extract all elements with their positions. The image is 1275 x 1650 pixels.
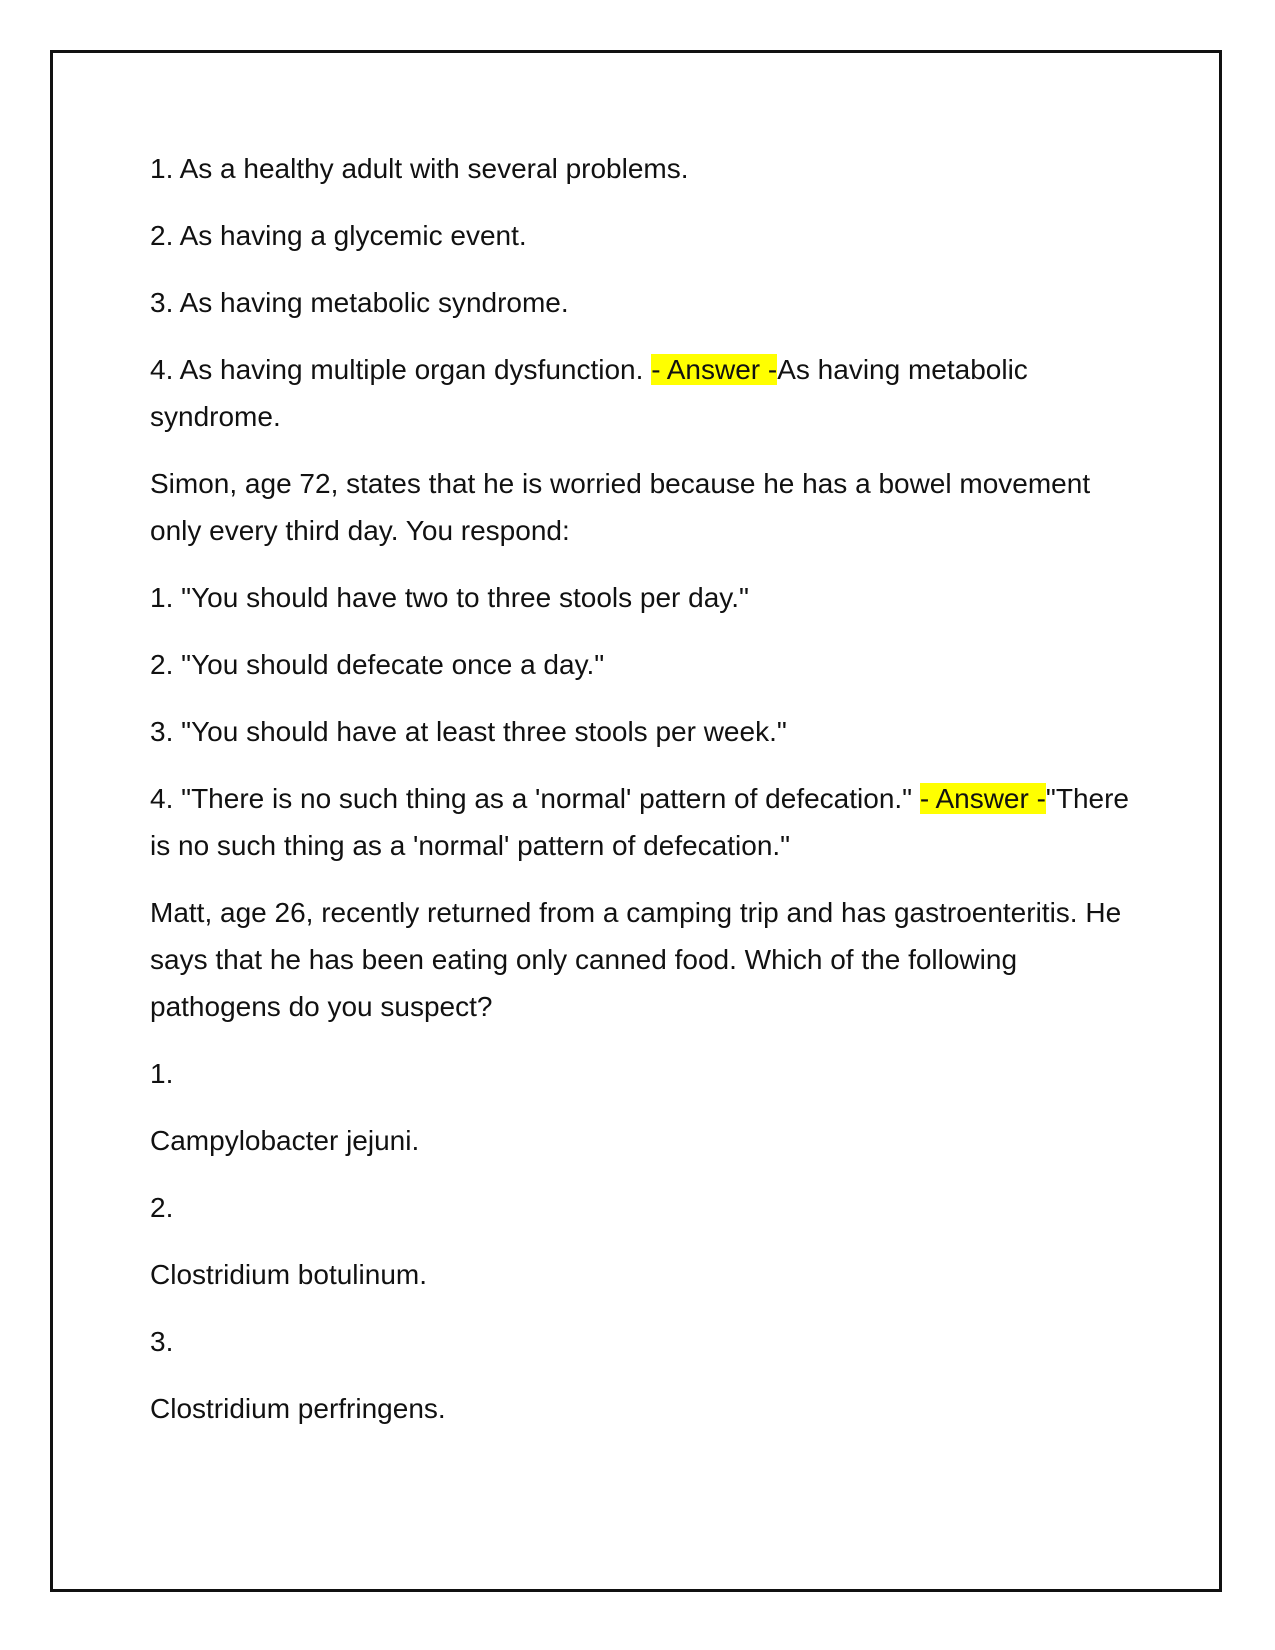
- q1-option-2: 2. As having a glycemic event.: [150, 220, 527, 251]
- q2-option-4: [150, 775, 1130, 869]
- q1-answer-text: As having metabolic syndrome.: [150, 354, 1028, 432]
- q2-option-2: 2. "You should defecate once a day.": [150, 649, 605, 680]
- q2-answer-marker: - Answer -: [919, 783, 1046, 814]
- q1-option-4-text: 4. As having multiple organ dysfunction.: [150, 354, 652, 385]
- q3-stem: Matt, age 26, recently returned from a camping trip and has gastroenteritis. He says that he has been eating only canned food. Which of the following pathogens do you suspect?: [150, 897, 1122, 1022]
- q3-option-2-text: Clostridium botulinum.: [150, 1259, 427, 1290]
- document-body: [150, 145, 1130, 1452]
- q1-option-3: 3. As having metabolic syndrome.: [150, 287, 569, 318]
- q3-option-3-number: 3.: [150, 1326, 174, 1357]
- q2-option-3: 3. "You should have at least three stools per week.": [150, 716, 787, 747]
- q1-option-1: 1. As a healthy adult with several problems.: [150, 153, 689, 184]
- q1-option-4: [150, 346, 1130, 440]
- q2-stem: Simon, age 72, states that he is worried because he has a bowel movement only every third day. You respond:: [150, 468, 1091, 546]
- q3-option-2-number: 2.: [150, 1192, 174, 1223]
- q1-answer-marker: - Answer -: [651, 354, 778, 385]
- q3-option-1-number: 1.: [150, 1058, 174, 1089]
- q3-option-1-text: Campylobacter jejuni.: [150, 1125, 420, 1156]
- q2-option-1: 1. "You should have two to three stools per day.": [150, 582, 749, 613]
- q2-answer-text: "There is no such thing as a 'normal' pattern of defecation.": [150, 783, 1130, 861]
- q3-option-3-text: Clostridium perfringens.: [150, 1393, 446, 1424]
- q2-option-4-text: 4. "There is no such thing as a 'normal' pattern of defecation.": [150, 783, 920, 814]
